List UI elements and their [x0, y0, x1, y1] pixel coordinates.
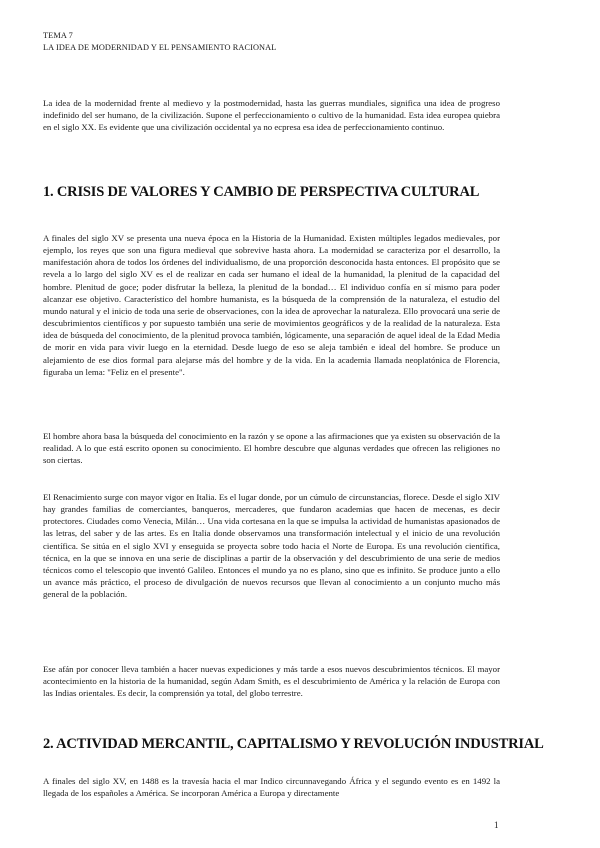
section-2-body-1: A finales del siglo XV, en 1488 es la travesía hacia el mar Indico circunnavegando África y el segundo evento es en 1492 la llegada de los españoles a América. Se incorporan América a Europa y directamente	[43, 776, 500, 799]
section-1-body-4: Ese afán por conocer lleva también a hacer nuevas expediciones y más tarde a esos nuevos descubrimientos técnicos. El mayor acontecimiento en la historia de la humanidad, según Adam Smith, es el descubrimiento de América y la relación de Europa con las Indias orientales. Es decir, la comprensión ya total, del globo terrestre.	[43, 664, 500, 699]
document-header	[43, 30, 276, 54]
section-1-body-1: A finales del siglo XV se presenta una nueva época en la Historia de la Humanidad. Existen múltiples legados medievales, por ejemplo, los reyes que son una figura medieval que sobrevive hasta ahora. La modernidad se caracteriza por el desarrollo, la manifestación ahora de todos los órdenes del individualismo, de una proporción desconocida hasta entonces. El propósito que se revela a lo largo del siglo XV es el de realizar en cada ser humano el ideal de la humanidad, la plenitud de la capacidad del hombre. Plenitud de goce; poder disfrutar la belleza, la plenitud de la bondad… El individuo confía en sí mismo para poder alcanzar ese objetivo. Característico del hombre humanista, es la búsqueda de la comprensión de la naturaleza, el estudio del mundo natural y el inicio de toda una serie de observaciones, con la idea de aprovechar la naturaleza. Ello provocará una serie de descubrimientos científicos y por supuesto también una serie de movimientos geográficos y de la realidad de la naturaleza. Esta idea de búsqueda del conocimiento, de la plenitud provoca también, lógicamente, una separación de aquel ideal de la Edad Media de morir en vida para vivir luego en la eternidad. Desde luego de eso se aleja también e ideal del hombre. Se produce un alejamiento de ese dios formal para alejarse más del hombre y de la vida. En la academia llamada neoplatónica de Florencia, figuraba un lema: "Feliz en el presente".	[43, 233, 500, 377]
intro-paragraph: La idea de la modernidad frente al medievo y la postmodernidad, hasta las guerras mundiales, significa una idea de progreso indefinido del ser humano, de la civilización. Supone el perfeccionamiento o cultivo de la humanidad. Esta idea europea quiebra en el siglo XX. Es evidente que una civilización occidental ya no ecpresa esa idea de perfeccionamiento continuo.	[43, 98, 500, 133]
section-2-heading: 2. ACTIVIDAD MERCANTIL, CAPITALISMO Y REVOLUCIÓN INDUSTRIAL	[43, 736, 544, 752]
topic-number: TEMA 7	[43, 31, 73, 40]
page-number: 1	[494, 820, 499, 830]
section-1-body-2: El hombre ahora basa la búsqueda del conocimiento en la razón y se opone a las afirmaciones que ya existen su observación de la realidad. A lo que está escrito oponen su conocimiento. El hombre descubre que algunas verdades que ofrecen las religiones no son ciertas.	[43, 431, 500, 466]
topic-title: LA IDEA DE MODERNIDAD Y EL PENSAMIENTO RACIONAL	[43, 43, 277, 52]
section-1-body-3: El Renacimiento surge con mayor vigor en Italia. Es el lugar donde, por un cúmulo de circunstancias, florece. Desde el siglo XIV hay grandes familias de comerciantes, banqueros, mercaderes, que fundaron academias que hacen de mecenas, es decir protectores. Ciudades como Venecia, Milán… Una vida cortesana en la que se impulsa la actividad de humanistas apasionados de las letras, del saber y de las artes. Es en Italia donde observamos una transformación intelectual y el inicio de una revolución científica. Se sitúa en el siglo XVI y enseguida se proyecta sobre todo hacia el Norte de Europa. Es una revolución científica, técnica, en la que se innova en una serie de disciplinas a partir de la observación y del descubrimiento de una serie de medios técnicos como el telescopio que inventó Galileo. Entonces el mundo ya no es plano, sino que es infinito. Se produce junto a ello un avance más práctico, el proceso de divulgación de nuevos recursos que llevan al conocimiento a un conjunto mucho más general de la población.	[43, 492, 500, 600]
section-1-heading: 1. CRISIS DE VALORES Y CAMBIO DE PERSPECTIVA CULTURAL	[43, 184, 480, 200]
